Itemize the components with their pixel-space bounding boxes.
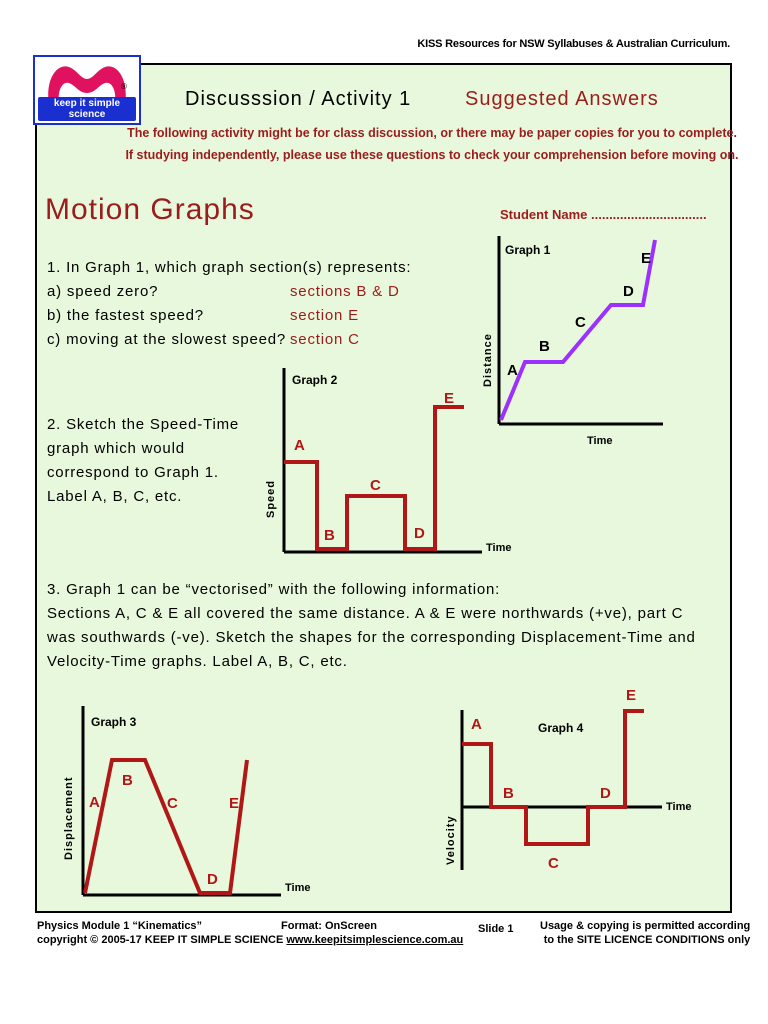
- footer-format: Format: OnScreen: [281, 920, 377, 932]
- graph-4-title: Graph 4: [538, 721, 584, 735]
- footer-slide: Slide 1: [478, 923, 514, 935]
- footer-usage-line-2: to the SITE LICENCE CONDITIONS only: [543, 934, 751, 946]
- graph-4-label-b: B: [503, 785, 514, 802]
- graph-3-label-e: E: [229, 795, 240, 812]
- logo-registered-mark: ®: [121, 82, 127, 91]
- intro-text: [112, 122, 752, 166]
- graph-2-label-e: E: [444, 390, 455, 407]
- question-2-line-3: correspond to Graph 1.: [47, 464, 219, 481]
- footer-usage: [540, 919, 750, 947]
- resource-line: KISS Resources for NSW Syllabuses & Australian Curriculum.: [417, 38, 730, 50]
- footer-copyright: copyright © 2005-17 KEEP IT SIMPLE SCIENCE: [37, 934, 284, 946]
- graph-3-xlabel: Time: [285, 882, 311, 894]
- page-heading: Motion Graphs: [45, 193, 255, 226]
- answer-1b: section E: [290, 307, 359, 324]
- graph-2-label-d: D: [414, 525, 425, 542]
- question-1b: b) the fastest speed?: [47, 307, 204, 324]
- logo-text: keep it simple science: [38, 97, 136, 121]
- graph-3-label-d: D: [207, 871, 218, 888]
- graph-1-label-b: B: [539, 338, 550, 355]
- graph-2-ylabel: Speed: [265, 479, 277, 518]
- graph-4-label-a: A: [471, 716, 482, 733]
- answers-1: [290, 280, 400, 352]
- student-name-field: Student Name ................................: [500, 207, 707, 222]
- question-2-line-2: graph which would: [47, 440, 185, 457]
- graph-4-ylabel: Velocity: [445, 815, 457, 865]
- kiss-logo: [33, 55, 141, 125]
- answer-1a: sections B & D: [290, 283, 400, 300]
- intro-line-2: If studying independently, please use these questions to check your comprehension before moving on.: [125, 148, 739, 162]
- graph-3-label-c: C: [167, 795, 178, 812]
- graph-1-ylabel: Distance: [482, 333, 494, 387]
- question-2-line-4: Label A, B, C, etc.: [47, 488, 183, 505]
- footer-left: [37, 919, 463, 947]
- graph-2-label-b: B: [324, 527, 335, 544]
- graph-1-title: Graph 1: [505, 243, 551, 257]
- graph-2-xlabel: Time: [486, 542, 512, 554]
- graph-3-title: Graph 3: [91, 715, 137, 729]
- graph-4-label-c: C: [548, 855, 559, 872]
- question-2-line-1: 2. Sketch the Speed-Time: [47, 416, 240, 433]
- suggested-answers-title: Suggested Answers: [465, 88, 659, 110]
- graph-3-label-b: B: [122, 772, 133, 789]
- graph-2: [260, 362, 520, 562]
- graph-4-label-e: E: [626, 687, 637, 704]
- footer-copyright-line: [37, 933, 463, 947]
- question-3: [47, 578, 696, 674]
- graph-2-title: Graph 2: [292, 373, 338, 387]
- graph-1-xlabel: Time: [587, 435, 613, 447]
- graph-4-xlabel: Time: [666, 801, 692, 813]
- graph-4: [440, 682, 700, 882]
- graph-1-label-c: C: [575, 314, 586, 331]
- graph-1-label-a: A: [507, 362, 518, 379]
- footer-module: Physics Module 1 “Kinematics”: [37, 920, 203, 932]
- activity-title: Discusssion / Activity 1: [185, 88, 412, 110]
- graph-2-label-c: C: [370, 477, 381, 494]
- question-1-prompt: 1. In Graph 1, which graph section(s) represents:: [47, 259, 412, 276]
- intro-line-1: The following activity might be for class discussion, or there may be paper copies for you to complete.: [127, 126, 737, 140]
- graph-3-label-a: A: [89, 794, 100, 811]
- question-1a: a) speed zero?: [47, 283, 159, 300]
- footer-website-link[interactable]: www.keepitsimplescience.com.au: [286, 934, 464, 946]
- question-3-line-2: Sections A, C & E all covered the same distance. A & E were northwards (+ve), part C: [47, 605, 684, 622]
- footer-usage-line-1: Usage & copying is permitted according: [540, 920, 751, 932]
- graph-4-label-d: D: [600, 785, 611, 802]
- question-3-line-3: was southwards (-ve). Sketch the shapes for the corresponding Displacement-Time and: [47, 629, 696, 646]
- question-3-line-1: 3. Graph 1 can be “vectorised” with the following information:: [47, 581, 501, 598]
- question-1c: c) moving at the slowest speed?: [47, 331, 287, 348]
- graph-2-label-a: A: [294, 437, 305, 454]
- graph-3-ylabel: Displacement: [63, 776, 75, 860]
- question-3-line-4: Velocity-Time graphs. Label A, B, C, etc.: [47, 653, 348, 670]
- graph-3: [55, 702, 315, 902]
- graph-3-line: [85, 760, 247, 893]
- question-2: [47, 413, 239, 509]
- graph-1-label-d: D: [623, 283, 634, 300]
- answer-1c: section C: [290, 331, 360, 348]
- graph-1-label-e: E: [641, 250, 652, 267]
